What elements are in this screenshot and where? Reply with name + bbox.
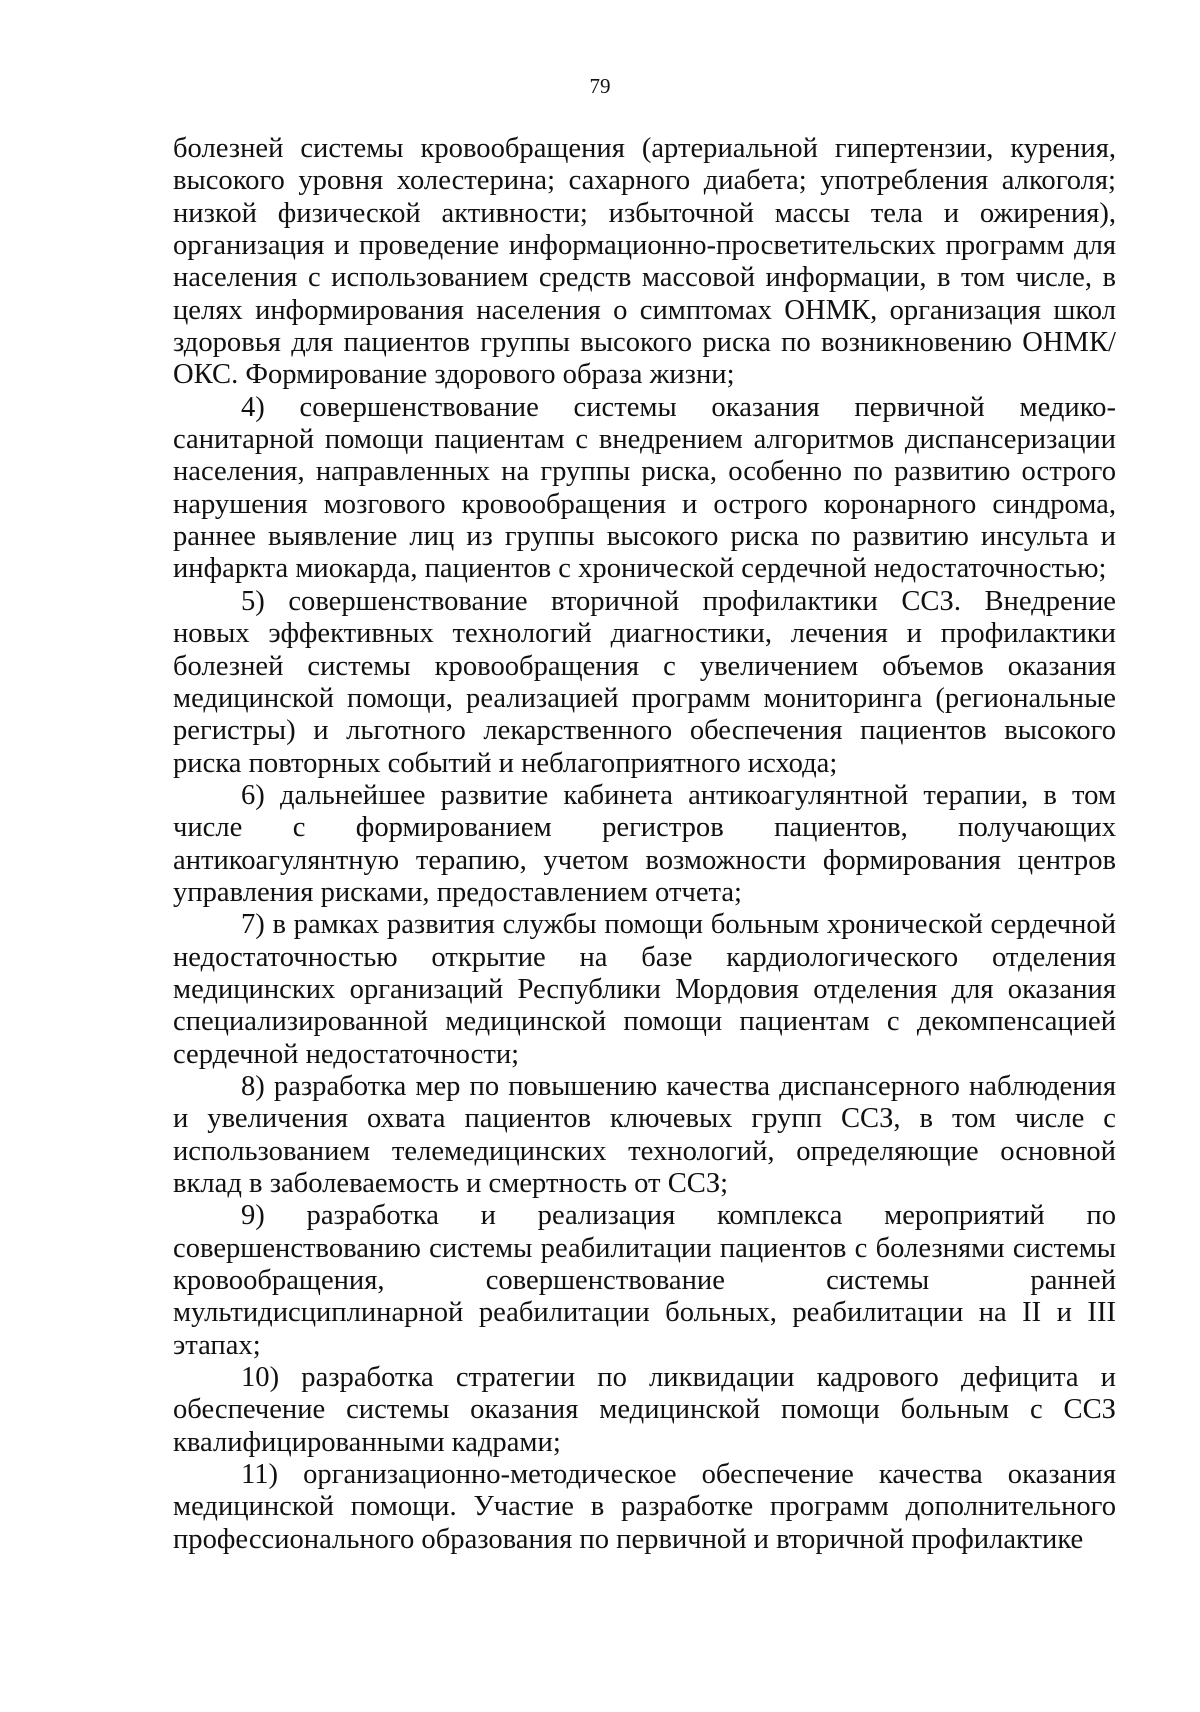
document-body	[173, 133, 1116, 1556]
paragraph-item-9: 9) разработка и реализация комплекса мероприятий по совершенствованию системы реабилитации пациентов с болезнями системы кровообращения, совершенствование системы ранней мультидисциплинарной реабилитации больных, реабилитации на II и III этапах;	[173, 1200, 1116, 1361]
paragraph-item-10: 10) разработка стратегии по ликвидации кадрового дефицита и обеспечение системы оказания медицинской помощи больным с ССЗ квалифицированными кадрами;	[173, 1362, 1116, 1458]
paragraph-item-4: 4) совершенствование системы оказания первичной медико-санитарной помощи пациентам с внедрением алгоритмов диспансеризации населения, направленных на группы риска, особенно по развитию острого нарушения мозгового кровообращения и острого коронарного синдрома, раннее выявление лиц из группы высокого риска по развитию инсульта и инфаркта миокарда, пациентов с хронической сердечной недостаточностью;	[173, 391, 1116, 585]
paragraph-item-11: 11) организационно-методическое обеспечение качества оказания медицинской помощи. Участие в разработке программ дополнительного профессионального образования по первичной и вторичной профилактике	[173, 1459, 1116, 1555]
paragraph-item-5: 5) совершенствование вторичной профилактики ССЗ. Внедрение новых эффективных технологий диагностики, лечения и профилактики болезней системы кровообращения с увеличением объемов оказания медицинской помощи, реализацией программ мониторинга (региональные регистры) и льготного лекарственного обеспечения пациентов высокого риска повторных событий и неблагоприятного исхода;	[173, 585, 1116, 779]
page-number: 79	[589, 74, 611, 98]
paragraph-item-8: 8) разработка мер по повышению качества диспансерного наблюдения и увеличения охвата пациентов ключевых групп ССЗ, в том числе с использованием телемедицинских технологий, определяющие основной вклад в заболеваемость и смертность от ССЗ;	[173, 1070, 1116, 1199]
paragraph-continuation: болезней системы кровообращения (артериальной гипертензии, курения, высокого уровня холестерина; сахарного диабета; употребления алкоголя; низкой физической активности; избыточной массы тела и ожирения), организация и проведение информационно-просветительских программ для населения с использованием средств массовой информации, в том числе, в целях информирования населения о симптомах ОНМК, организация школ здоровья для пациентов группы высокого риска по возникновению ОНМК/ОКС. Формирование здорового образа жизни;	[173, 133, 1116, 391]
paragraph-item-6: 6) дальнейшее развитие кабинета антикоагулянтной терапии, в том числе с формированием регистров пациентов, получающих антикоагулянтную терапию, учетом возможности формирования центров управления рисками, предоставлением отчета;	[173, 779, 1116, 908]
paragraph-item-7: 7) в рамках развития службы помощи больным хронической сердечной недостаточностью открытие на базе кардиологического отделения медицинских организаций Республики Мордовия отделения для оказания специализированной медицинской помощи пациентам с декомпенсацией сердечной недостаточности;	[173, 909, 1116, 1070]
